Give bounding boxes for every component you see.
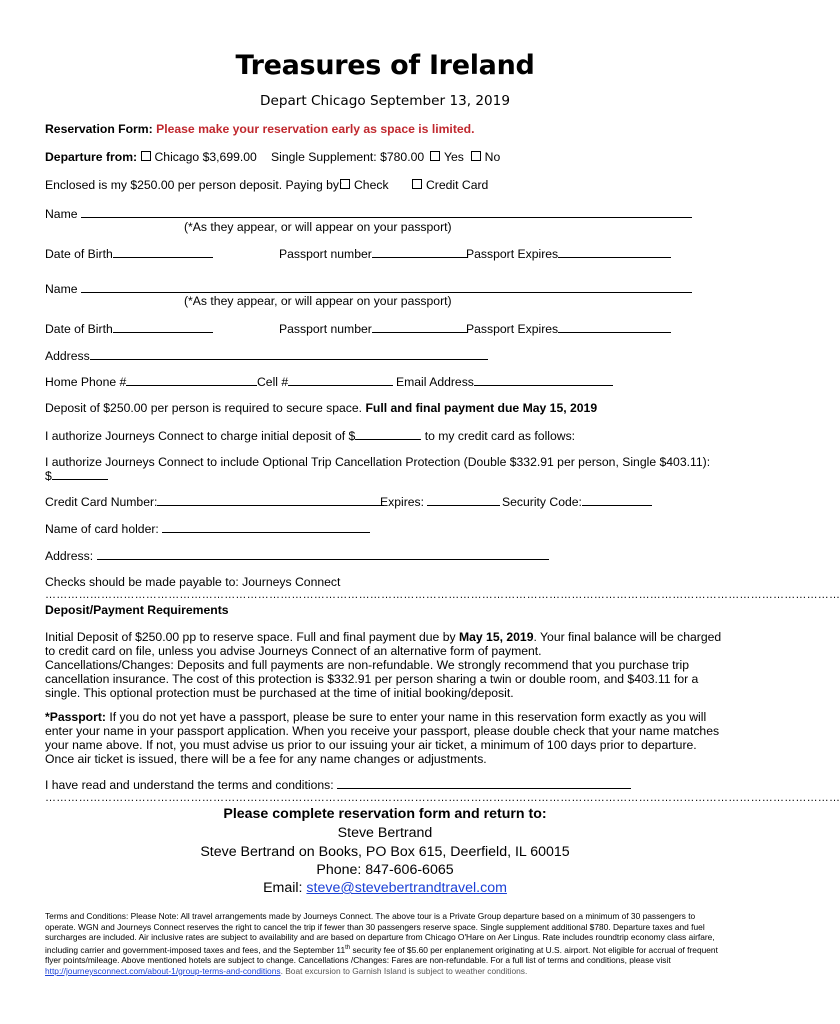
final-payment-due: Full and final payment due May 15, 2019 bbox=[365, 401, 598, 415]
fine-print-a: Terms and Conditions: Please Note: All travel arrangements made by Journeys Connect. The above tour is a Private Group departure based on a minimum of 30 passengers to operate. WGN and Journeys Connect reserves the right to cancel the trip if fewer than 30 passengers reserve space. Single supplement additional $780. Departure taxes and fuel surcharges are included. Air inclusive rates are subject to availability and are based on departure from Chicago O'Hare on Aer Lingus. Rate includes roundtrip economy class airfare, including carrier and government-imposed taxes and fees, and the September 11 bbox=[45, 911, 715, 955]
departure-row bbox=[45, 150, 257, 164]
requirements-heading: Deposit/Payment Requirements bbox=[45, 603, 229, 617]
email-address-field[interactable] bbox=[474, 374, 613, 386]
traveler1-name-row bbox=[45, 206, 692, 221]
deposit-amount-field[interactable] bbox=[355, 428, 421, 440]
card-holder-label: Name of card holder: bbox=[45, 522, 159, 536]
traveler1-passport-field[interactable] bbox=[372, 246, 467, 258]
email-address-label: Email Address bbox=[396, 375, 474, 389]
deposit-method-text: Enclosed is my $250.00 per person deposit. Paying by: bbox=[45, 178, 343, 192]
traveler2-expires bbox=[466, 321, 671, 336]
card-expires-field[interactable] bbox=[427, 494, 500, 506]
yes-checkbox[interactable] bbox=[430, 151, 440, 161]
return-email bbox=[0, 880, 770, 896]
traveler2-passport-field[interactable] bbox=[372, 321, 467, 333]
traveler1-name-field[interactable] bbox=[81, 206, 692, 218]
traveler1-name-label: Name bbox=[45, 207, 78, 221]
traveler2-passport bbox=[279, 321, 467, 336]
passport-bold: *Passport: bbox=[45, 710, 106, 724]
traveler1-passport-note: (*As they appear, or will appear on your passport) bbox=[184, 220, 452, 234]
terms-fine-print bbox=[45, 911, 725, 976]
authorize-deposit-text-b: to my credit card as follows: bbox=[424, 429, 576, 443]
traveler1-expires-label: Passport Expires bbox=[466, 247, 559, 261]
pay-credit-option bbox=[412, 178, 488, 192]
authorize-insurance-text: I authorize Journeys Connect to include Optional Trip Cancellation Protection (Double $332.91 per person, Single $403.11): bbox=[45, 455, 711, 469]
reservation-label: Reservation Form: bbox=[45, 122, 153, 136]
card-expires-label: Expires: bbox=[380, 495, 425, 509]
fine-print-b: security fee of $5.60 per enplanement originating at U.S. airport. Not eligible for accrual of frequent flyer points/mileage. Above mentioned hotels are subject to change. Cancellations /Changes: Fares are non-refundable. For a full list of terms and conditions, please visit bbox=[45, 944, 718, 966]
yes-label: Yes bbox=[444, 150, 464, 164]
traveler2-dob bbox=[45, 321, 213, 336]
supplement-choice bbox=[430, 150, 500, 164]
requirements-p2: Cancellations/Changes: Deposits and full payments are non-refundable. We strongly recommend that you purchase trip cancellation insurance. The cost of this protection is $332.91 per person sharing a twin or double room, and $403.11 for a single. This optional protection must be purchased at the time of initial booking/deposit. bbox=[45, 658, 699, 700]
terms-label: I have read and understand the terms and conditions: bbox=[45, 778, 334, 792]
fine-print-sup: th bbox=[345, 944, 351, 951]
departure-label: Departure from: bbox=[45, 150, 138, 164]
traveler1-dob-field[interactable] bbox=[113, 246, 213, 258]
cell-phone bbox=[257, 374, 393, 389]
terms-signature-field[interactable] bbox=[337, 777, 631, 789]
insurance-dollar: $ bbox=[45, 469, 52, 483]
traveler1-passport bbox=[279, 246, 467, 261]
passport-paragraph bbox=[45, 710, 725, 766]
cell-field[interactable] bbox=[288, 374, 393, 386]
page-title: Treasures of Ireland bbox=[235, 50, 535, 81]
no-label: No bbox=[484, 150, 501, 164]
check-label: Check bbox=[354, 178, 389, 192]
home-phone bbox=[45, 374, 257, 389]
requirements-p1-a: Initial Deposit of $250.00 pp to reserve space. Full and final payment due by bbox=[45, 630, 459, 644]
address-row bbox=[45, 348, 488, 363]
cell-label: Cell # bbox=[257, 375, 289, 389]
traveler1-passport-label: Passport number bbox=[279, 247, 372, 261]
credit-card-label: Credit Card bbox=[426, 178, 489, 192]
card-holder-field[interactable] bbox=[162, 521, 370, 533]
email-address bbox=[396, 374, 613, 389]
traveler1-dob bbox=[45, 246, 213, 261]
security-code-field[interactable] bbox=[582, 494, 652, 506]
traveler2-name-label: Name bbox=[45, 282, 78, 296]
return-address: Steve Bertrand on Books, PO Box 615, Deerfield, IL 60015 bbox=[200, 844, 570, 860]
reservation-notice: Please make your reservation early as space is limited. bbox=[156, 122, 475, 136]
traveler2-dob-field[interactable] bbox=[113, 321, 213, 333]
return-email-label: Email: bbox=[263, 880, 307, 896]
chicago-checkbox[interactable] bbox=[141, 151, 151, 161]
credit-card-checkbox[interactable] bbox=[412, 179, 422, 189]
requirements-p1 bbox=[45, 630, 725, 658]
pay-check-option bbox=[340, 178, 389, 192]
deposit-text: Deposit of $250.00 per person is required to secure space. bbox=[45, 401, 363, 415]
card-number-field[interactable] bbox=[157, 494, 384, 506]
authorize-deposit-text: I authorize Journeys Connect to charge initial deposit of $ bbox=[45, 429, 356, 443]
card-number bbox=[45, 494, 384, 509]
card-address-field[interactable] bbox=[97, 548, 549, 560]
traveler1-expires-field[interactable] bbox=[558, 246, 671, 258]
passport-text: If you do not yet have a passport, please be sure to enter your name in this reservation form exactly as you will enter your name in your passport application. When you receive your passport, please double check that your name matches your name above. If not, you must advise us prior to our issuing your air ticket, a minimum of 100 days prior to departure. Once air ticket is issued, there will be a fee for any name changes or adjustments. bbox=[45, 710, 720, 766]
security-code-label: Security Code: bbox=[502, 495, 582, 509]
checks-payable: Checks should be made payable to: Journeys Connect bbox=[45, 575, 341, 589]
traveler2-passport-note: (*As they appear, or will appear on your passport) bbox=[184, 294, 452, 308]
email-link[interactable]: steve@stevebertrandtravel.com bbox=[306, 880, 507, 896]
return-heading: Please complete reservation form and return to: bbox=[223, 806, 547, 822]
card-number-label: Credit Card Number: bbox=[45, 495, 158, 509]
traveler2-expires-field[interactable] bbox=[558, 321, 671, 333]
terms-link[interactable]: http://journeysconnect.com/about-1/group-terms-and-conditions bbox=[45, 965, 281, 976]
fine-print-c: . Boat excursion to Garnish Island is subject to weather conditions. bbox=[280, 965, 528, 976]
terms-acknowledge bbox=[45, 777, 631, 792]
dotted-divider-1: …………………………………………………………………………………………………………………………………………………………………………………………… bbox=[45, 589, 840, 601]
traveler1-dob-label: Date of Birth bbox=[45, 247, 113, 261]
traveler2-expires-label: Passport Expires bbox=[466, 322, 559, 336]
requirements-p1-c: . Your final balance will be charged to credit card on file, unless you advise Journeys Connect of an alternative form of payment. bbox=[45, 630, 722, 658]
card-holder bbox=[45, 521, 370, 536]
departure-option: Chicago $3,699.00 bbox=[154, 150, 257, 164]
security-code bbox=[502, 494, 652, 509]
single-supplement: Single Supplement: $780.00 bbox=[271, 150, 425, 164]
reservation-heading bbox=[45, 122, 475, 136]
address-field[interactable] bbox=[90, 348, 488, 360]
no-checkbox[interactable] bbox=[471, 151, 481, 161]
requirements-p1-date: May 15, 2019 bbox=[458, 630, 534, 644]
traveler1-expires bbox=[466, 246, 671, 261]
traveler2-name-field[interactable] bbox=[81, 281, 692, 293]
page-subtitle: Depart Chicago September 13, 2019 bbox=[260, 93, 510, 109]
return-name: Steve Bertrand bbox=[337, 825, 433, 841]
card-address-label: Address: bbox=[45, 549, 94, 563]
check-checkbox[interactable] bbox=[340, 179, 350, 189]
address-label: Address bbox=[45, 349, 90, 363]
authorize-deposit bbox=[45, 428, 575, 443]
home-phone-field[interactable] bbox=[126, 374, 257, 386]
home-phone-label: Home Phone # bbox=[45, 375, 127, 389]
card-expires bbox=[380, 494, 500, 509]
deposit-requirement bbox=[45, 401, 597, 415]
dotted-divider-2: …………………………………………………………………………………………………………………………………………………………………………………………… bbox=[45, 792, 840, 804]
traveler2-passport-label: Passport number bbox=[279, 322, 372, 336]
card-address bbox=[45, 548, 549, 563]
insurance-amount bbox=[45, 468, 108, 483]
return-phone: Phone: 847-606-6065 bbox=[316, 862, 454, 878]
traveler2-dob-label: Date of Birth bbox=[45, 322, 113, 336]
insurance-amount-field[interactable] bbox=[52, 468, 108, 480]
